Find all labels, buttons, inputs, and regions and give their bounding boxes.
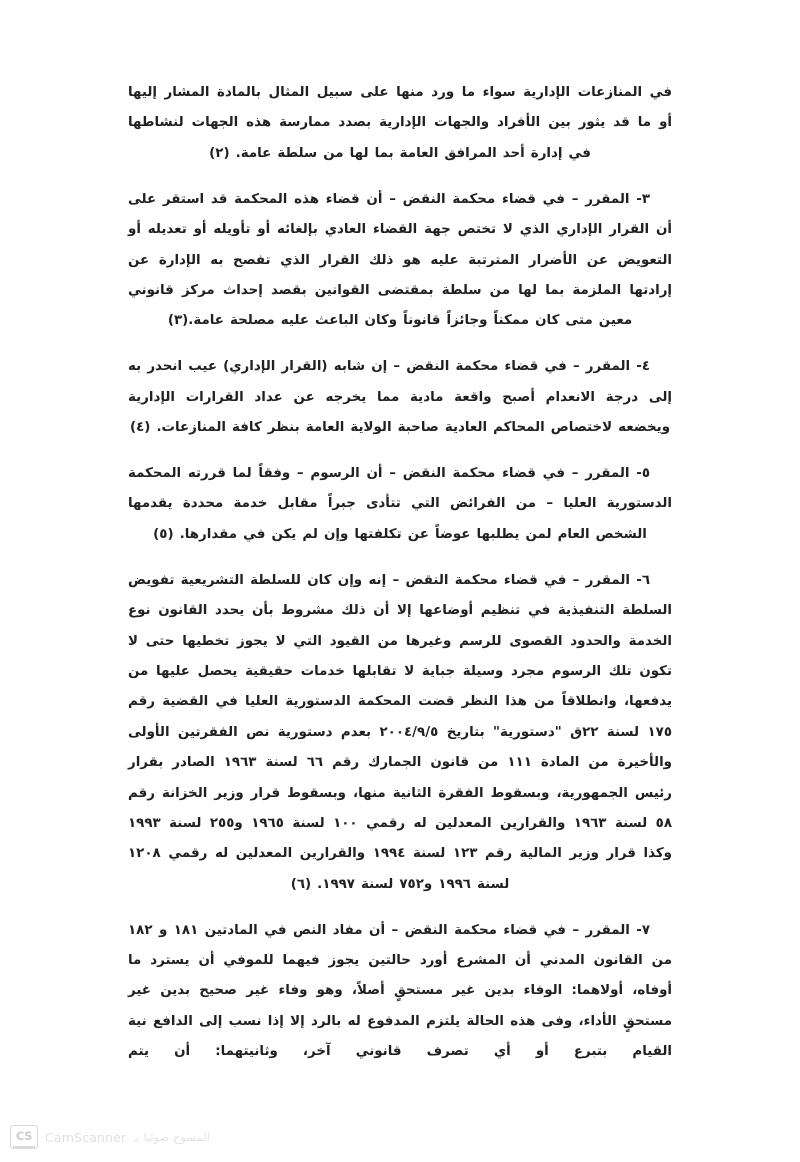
camscanner-watermark xyxy=(10,1125,210,1149)
paragraph-text: ٣- المقرر – في قضاء محكمة النقض – أن قضاء هذه المحكمة قد استقر على أن القرار الإداري الذي لا تختص جهة القضاء العادي بإلغائه أو تأويله أو تعديله أو التعويض عن الأضرار المترتبة عليه هو ذلك القرار الذي تفصح به الإدارة عن إرادتها الملزمة بما لها من سلطة بمقتضى القوانين بقصد إحداث مركز قانوني معين متى كان ممكناً وجائزاً قانوناً وكان الباعث عليه مصلحة عامة.(٣) xyxy=(128,191,672,329)
paragraph-continuation xyxy=(128,78,672,169)
paragraph-text: ٥- المقرر – في قضاء محكمة النقض – أن الرسوم – وفقاً لما قررته المحكمة الدستورية العليا – من الفرائض التي تتأدى جبراً مقابل خدمة محددة يقدمها الشخص العام لمن يطلبها عوضاً عن تكلفتها وإن لم يكن في مقدارها. (٥) xyxy=(128,465,672,542)
paragraph-7 xyxy=(128,916,672,1068)
paragraph-4 xyxy=(128,352,672,443)
paragraph-5 xyxy=(128,459,672,550)
camscanner-arabic-label: المسوح ضوئيا بـ xyxy=(133,1130,210,1144)
paragraph-text: ٦- المقرر – في قضاء محكمة النقض – إنه وإن كان للسلطة التشريعية تفويض السلطة التنفيذية في تنظيم أوضاعها إلا أن ذلك مشروط بأن يحدد القانون نوع الخدمة والحدود القصوى للرسم وغيرها من القيود التي لا يجوز تخطيها حتى لا تكون تلك الرسوم مجرد وسيلة جباية لا تقابلها خدمات حقيقية يحصل عليها من يدفعها، وانطلاقاً من هذا النظر قضت المحكمة الدستورية العليا في القضية رقم ١٧٥ لسنة ٢٢ق "دستورية" بتاريخ ٢٠٠٤/٩/٥ بعدم دستورية نص الفقرتين الأولى والأخيرة من المادة ١١١ من قانون الجمارك رقم ٦٦ لسنة ١٩٦٣ الصادر بقرار رئيس الجمهورية، وبسقوط الفقرة الثانية منها، وبسقوط قرار وزير الخزانة رقم ٥٨ لسنة ١٩٦٣ والقرارين المعدلين له رقمي ١٠٠ لسنة ١٩٦٥ و٢٥٥ لسنة ١٩٩٣ وكذا قرار وزير المالية رقم ١٢٣ لسنة ١٩٩٤ والقرارين المعدلين له رقمي ١٢٠٨ لسنة ١٩٩٦ و٧٥٢ لسنة ١٩٩٧. (٦) xyxy=(128,572,673,892)
paragraph-text: ٧- المقرر – في قضاء محكمة النقض – أن مفاد النص في المادتين ١٨١ و ١٨٢ من القانون المدني أن المشرع أورد حالتين يجوز فيهما للموفي أن يسترد ما أوفاه، أولاهما: الوفاء بدين غير مستحقٍ أصلاً، وهو وفاء غير صحيح بدين غير مستحقٍ الأداء، وفى هذه الحالة يلتزم المدفوع له بالرد إلا إذا نسب إلى الدافع نية القيام بتبرع أو أي تصرف قانوني آخر، وثانيتهما: أن يتم xyxy=(128,922,672,1060)
paragraph-text: في المنازعات الإدارية سواء ما ورد منها على سبيل المثال بالمادة المشار إليها أو ما قد يثور بين الأفراد والجهات الإدارية بصدد ممارسة هذه الجهات لنشاطها في إدارة أحد المرافق العامة بما لها من سلطة عامة. (٢) xyxy=(128,85,672,161)
camscanner-logo-icon xyxy=(10,1125,38,1149)
paragraph-6 xyxy=(128,566,672,900)
camscanner-wordmark: CamScanner xyxy=(45,1129,127,1145)
paragraph-3 xyxy=(128,185,672,337)
document-text-body xyxy=(128,78,672,1068)
camscanner-logo-label: CS xyxy=(15,1129,33,1144)
paragraph-text: ٤- المقرر – في قضاء محكمة النقض – إن شابه (القرار الإداري) عيب انحدر به إلى درجة الانعدام أصبح واقعة مادية مما يخرجه عن عداد القرارات الإدارية ويخضعه لاختصاص المحاكم العادية صاحبة الولاية العامة بنظر كافة المنازعات. (٤) xyxy=(128,359,672,436)
